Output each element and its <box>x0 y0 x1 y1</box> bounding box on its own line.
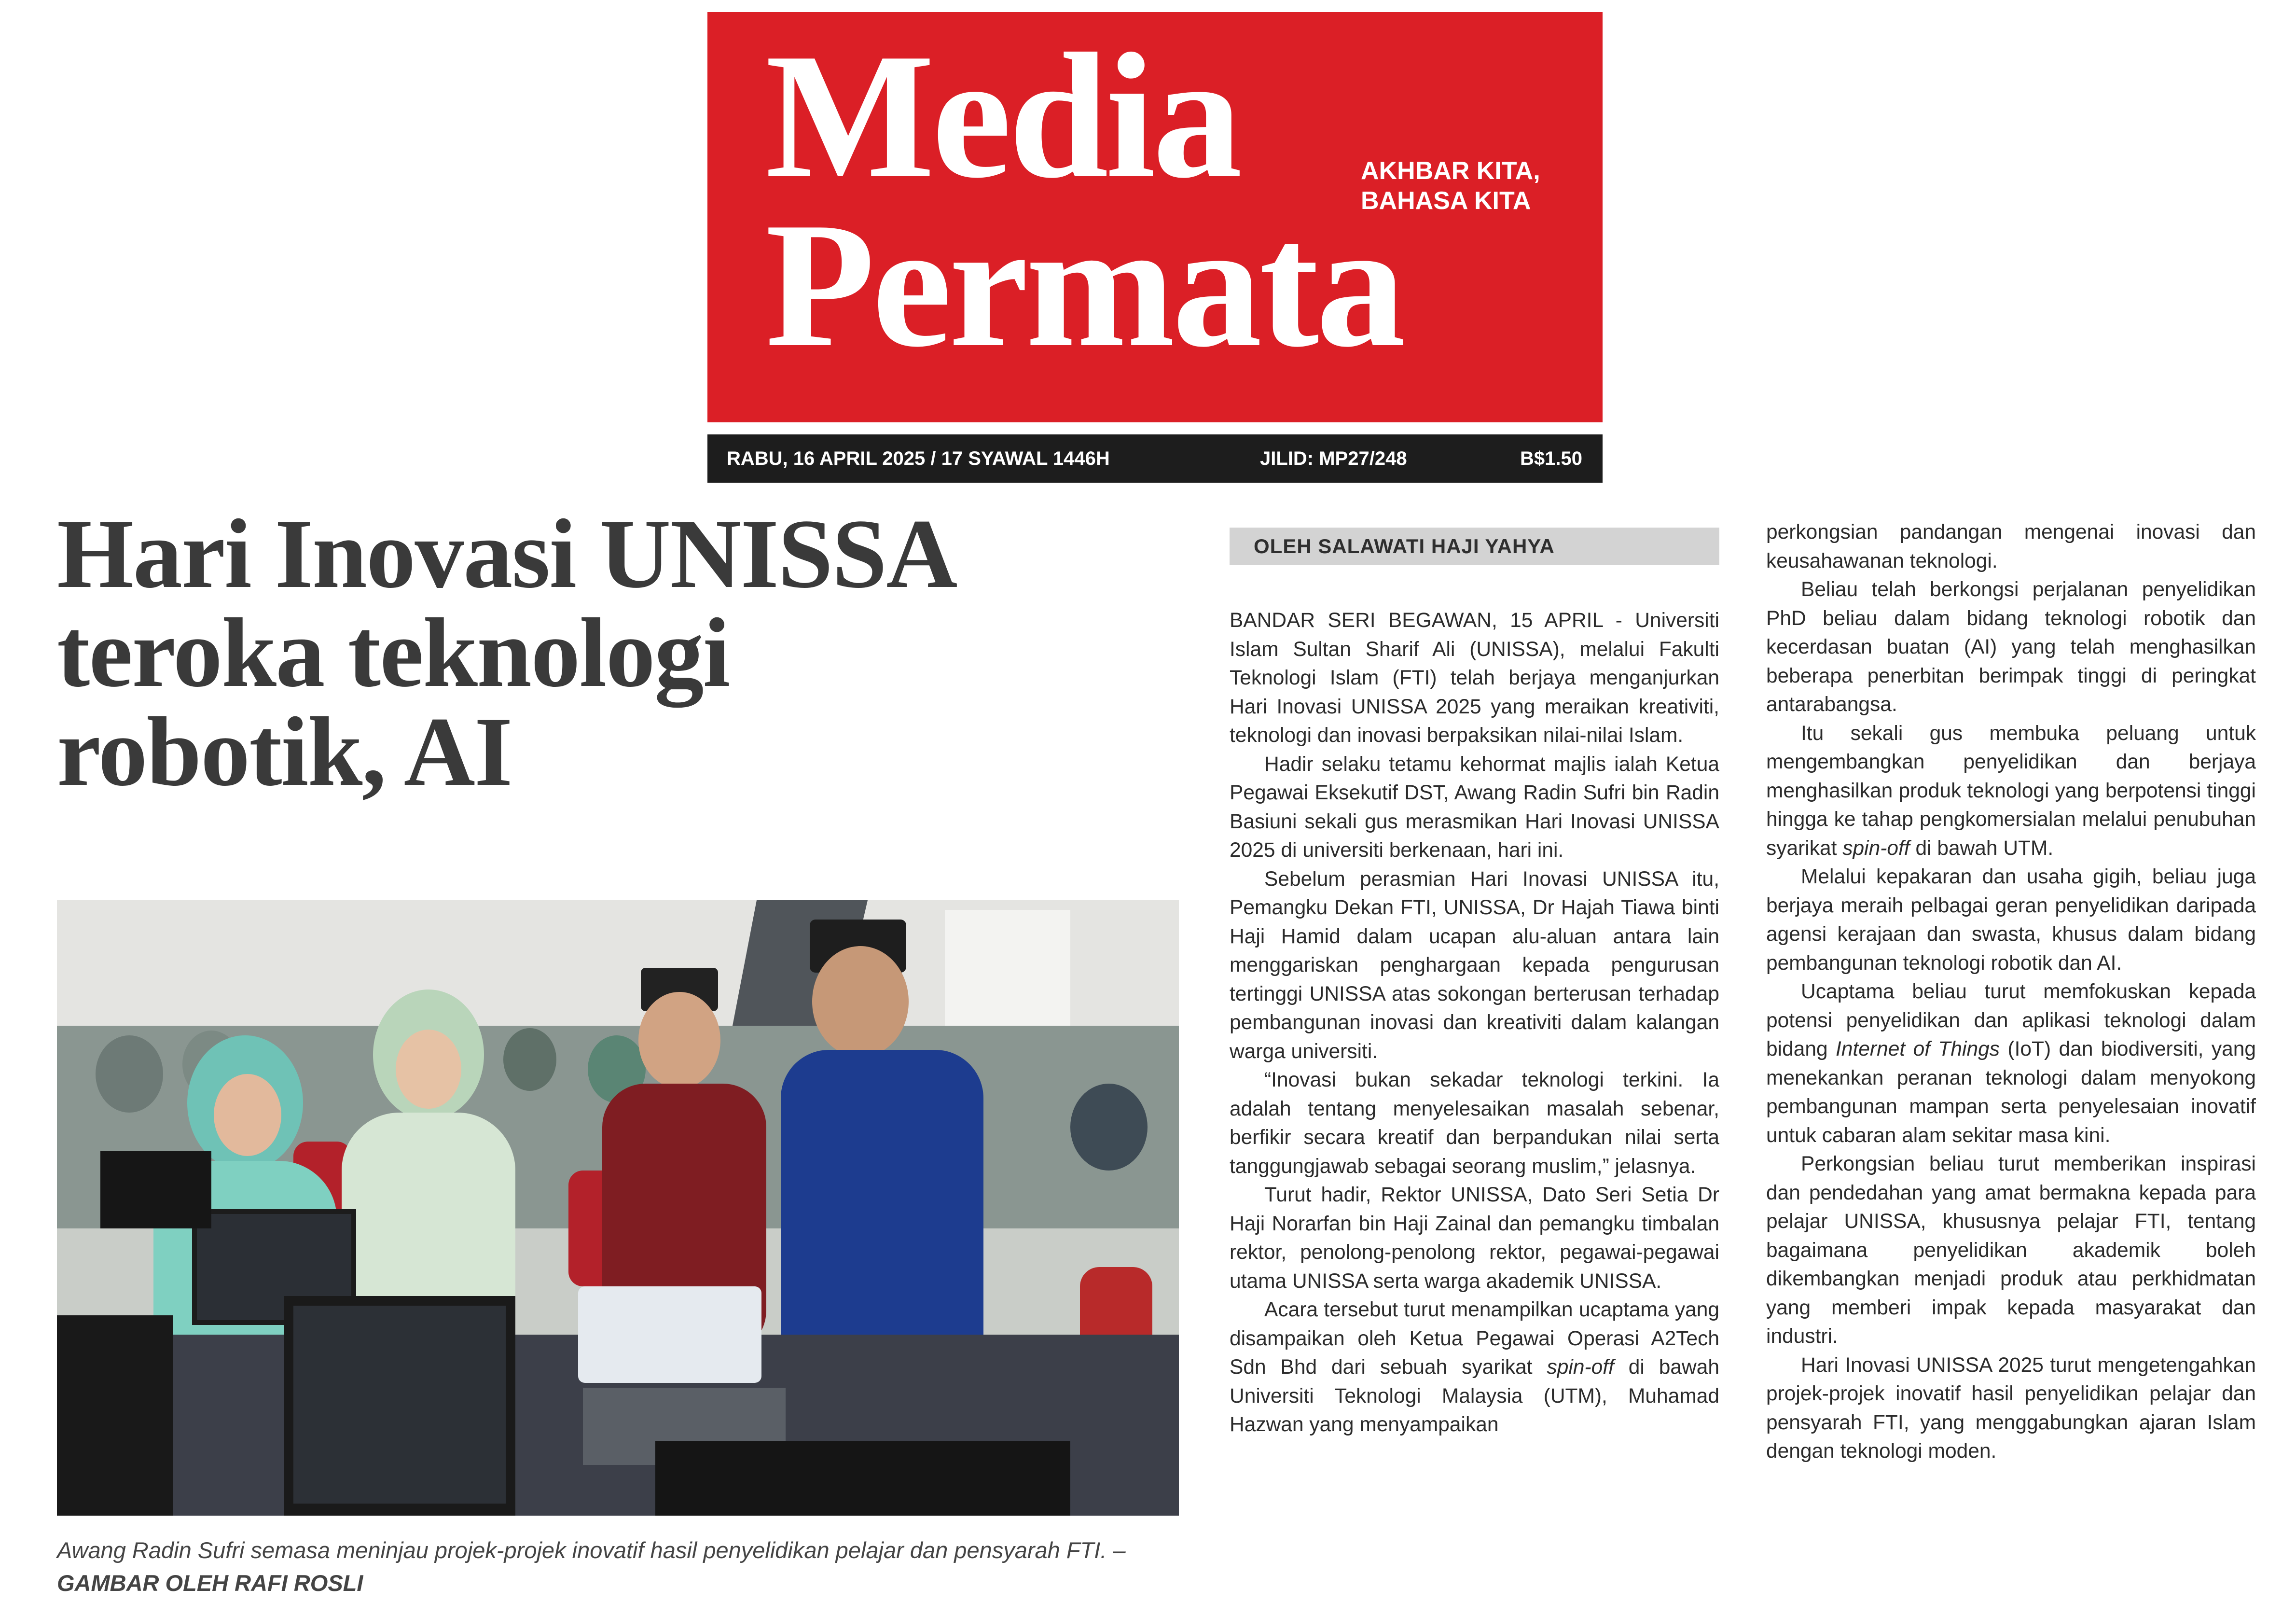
date-bar <box>707 434 1603 483</box>
italic-term: spin-off <box>1842 836 1910 860</box>
photo-credit: GAMBAR OLEH RAFI ROSLI <box>57 1570 363 1596</box>
masthead <box>707 12 1603 422</box>
paragraph: perkongsian pandangan mengenai inovasi dan keusahawanan teknologi. <box>1766 521 2256 572</box>
text-run: Ucaptama beliau turut memfokuskan kepada potensi penyelidikan dan aplikasi teknologi dalam bidang <box>1766 980 2256 1060</box>
paragraph: Perkongsian beliau turut memberikan inspirasi dan pendedahan yang amat bermakna kepada para pelajar UNISSA, khususnya pelajar FTI, tentang bagaimana penyelidikan akademik boleh dikembangkan menjadi produk atau perkhidmatan yang memberi impak kepada masyarakat dan industri. <box>1766 1153 2256 1348</box>
paragraph: Hari Inovasi UNISSA 2025 turut mengetengahkan projek-projek inovatif hasil penyelidikan pelajar dan pensyarah FTI, yang menggabungkan ajaran Islam dengan teknologi moden. <box>1766 1353 2256 1463</box>
issue-volume: JILID: MP27/248 <box>1260 448 1407 469</box>
text-run: (IoT) dan biodiversiti, yang menekankan peranan teknologi dalam menyokong pembangunan mampan serta penyelesaian inovatif untuk cabaran alam sekitar masa kini. <box>1766 1038 2256 1147</box>
byline-box <box>1230 528 1719 565</box>
paragraph: BANDAR SERI BEGAWAN, 15 APRIL - Universiti Islam Sultan Sharif Ali (UNISSA), melalui Fakulti Teknologi Islam (FTI) telah berjaya menganjurkan Hari Inovasi UNISSA 2025 yang meraikan kreativiti, teknologi dan inovasi berpaksikan nilai-nilai Islam. <box>1230 609 1719 747</box>
article-column-2 <box>1766 518 2256 1466</box>
article-column-1 <box>1230 606 1719 1439</box>
text-run: di bawah UTM. <box>1915 836 2054 860</box>
issue-date: RABU, 16 APRIL 2025 / 17 SYAWAL 1446H <box>727 448 1110 469</box>
photo-caption <box>57 1534 1186 1600</box>
tagline-line-1: AKHBAR KITA, <box>1361 157 1540 185</box>
headline-line-1: Hari Inovasi UNISSA <box>57 499 957 609</box>
headline-line-2: teroka teknologi <box>57 598 730 708</box>
issue-price: B$1.50 <box>1520 448 1582 469</box>
tagline <box>1361 156 1540 216</box>
paragraph: “Inovasi bukan sekadar teknologi terkini. Ia adalah tentang menyelesaikan masalah sebenar, berfikir secara kreatif dan berpandukan nilai serta tanggungjawab sebagai seorang muslim,” jelasnya. <box>1230 1069 1719 1178</box>
italic-term: spin-off <box>1547 1356 1614 1379</box>
headline-line-3: robotik, AI <box>57 697 512 807</box>
paragraph: Melalui kepakaran dan usaha gigih, beliau juga berjaya meraih pelbagai geran penyelidikan daripada agensi kerajaan dan swasta, khusus dalam bidang pembangunan teknologi robotik dan AI. <box>1766 865 2256 975</box>
article-photo <box>57 900 1179 1516</box>
newspaper-logo <box>765 17 1403 384</box>
text-run: Itu sekali gus membuka peluang untuk mengembangkan penyelidikan dan berjaya menghasilkan produk teknologi yang berpotensi tinggi hingga ke tahap pengkomersialan melalui penubuhan syarikat <box>1766 722 2256 860</box>
tagline-line-2: BAHASA KITA <box>1361 187 1531 215</box>
paragraph: Sebelum perasmian Hari Inovasi UNISSA itu, Pemangku Dekan FTI, UNISSA, Dr Hajah Tiawa binti Haji Hamid dalam ucapan alu-aluan antara lain menggariskan penghargaan kepada pengurusan tertinggi UNISSA atas sokongan berterusan terhadap pembangunan inovasi dan kreativiti dalam kalangan warga universiti. <box>1230 867 1719 1063</box>
italic-term: Internet of Things <box>1836 1038 2000 1060</box>
article-headline <box>57 499 1205 807</box>
paragraph <box>1766 719 2256 863</box>
paragraph <box>1766 977 2256 1150</box>
byline: OLEH SALAWATI HAJI YAHYA <box>1254 535 1555 558</box>
paragraph: Hadir selaku tetamu kehormat majlis ialah Ketua Pegawai Eksekutif DST, Awang Radin Sufri bin Radin Basiuni sekali gus merasmikan Hari Inovasi UNISSA 2025 di universiti berkenaan, hari ini. <box>1230 753 1719 862</box>
caption-text: Awang Radin Sufri semasa meninjau projek-projek inovatif hasil penyelidikan pelajar dan pensyarah FTI. – <box>57 1537 1126 1563</box>
paragraph: Turut hadir, Rektor UNISSA, Dato Seri Setia Dr Haji Norarfan bin Haji Zainal dan pemangku timbalan rektor, penolong-penolong rektor, pegawai-pegawai utama UNISSA serta warga akademik UNISSA. <box>1230 1184 1719 1293</box>
paragraph <box>1230 1296 1719 1439</box>
text-run: di bawah Universiti Teknologi Malaysia (UTM), Muhamad Hazwan yang menyampaikan <box>1230 1356 1720 1436</box>
photo-illustration <box>57 900 1179 1516</box>
logo-line-1: Media <box>765 17 1240 215</box>
paragraph: Beliau telah berkongsi perjalanan penyelidikan PhD beliau dalam bidang teknologi robotik dan kecerdasan buatan (AI) yang telah menghasilkan beberapa penerbitan berimpak tinggi di peringkat antarabangsa. <box>1766 578 2256 716</box>
logo-line-2: Permata <box>765 186 1403 384</box>
text-run: Acara tersebut turut menampilkan ucaptama yang disampaikan oleh Ketua Pegawai Operasi A2Tech Sdn Bhd dari sebuah syarikat <box>1230 1298 1719 1379</box>
